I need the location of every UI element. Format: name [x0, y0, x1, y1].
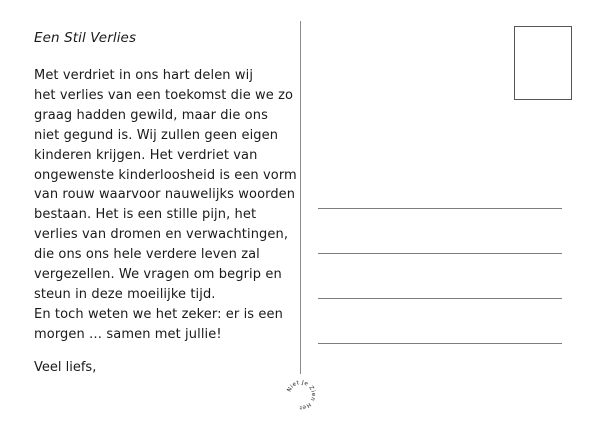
message-line: bestaan. Het is een stille pijn, het: [34, 207, 257, 223]
svg-text:Niet Je Zien Het: [287, 380, 316, 410]
address-line-2: [318, 253, 562, 254]
circular-logo-icon: [284, 378, 318, 412]
closing-text: Veel liefs,: [34, 360, 97, 375]
message-body: [34, 66, 296, 345]
message-line: En toch weten we het zeker: er is een: [34, 306, 283, 322]
address-line-3: [318, 298, 562, 299]
message-line: vergezellen. We vragen om begrip en: [34, 267, 282, 283]
address-line-4: [318, 343, 562, 344]
message-line: niet gegund is. Wij zullen geen eigen: [34, 127, 279, 143]
address-line-1: [318, 208, 562, 209]
center-divider: [300, 21, 301, 374]
message-line: steun in deze moeilijke tijd.: [34, 286, 216, 302]
message-line: die ons ons hele verdere leven zal: [34, 247, 260, 263]
logo-text: Niet Je Zien Het: [286, 379, 317, 411]
message-line: ongewenste kinderloosheid is een vorm: [34, 167, 297, 183]
card-title: Een Stil Verlies: [34, 30, 137, 46]
message-line: Met verdriet in ons hart delen wij: [34, 68, 254, 83]
message-line: van rouw waarvoor nauwelijks woorden: [34, 187, 296, 203]
stamp-box: [514, 26, 572, 100]
message-line: kinderen krijgen. Het verdriet van: [34, 147, 258, 163]
message-line: verlies van dromen en verwachtingen,: [34, 227, 289, 243]
message-line: graag hadden gewild, maar die ons: [34, 107, 268, 123]
message-line: morgen … samen met jullie!: [34, 326, 222, 342]
message-line: het verlies van een toekomst die we zo: [34, 87, 294, 103]
